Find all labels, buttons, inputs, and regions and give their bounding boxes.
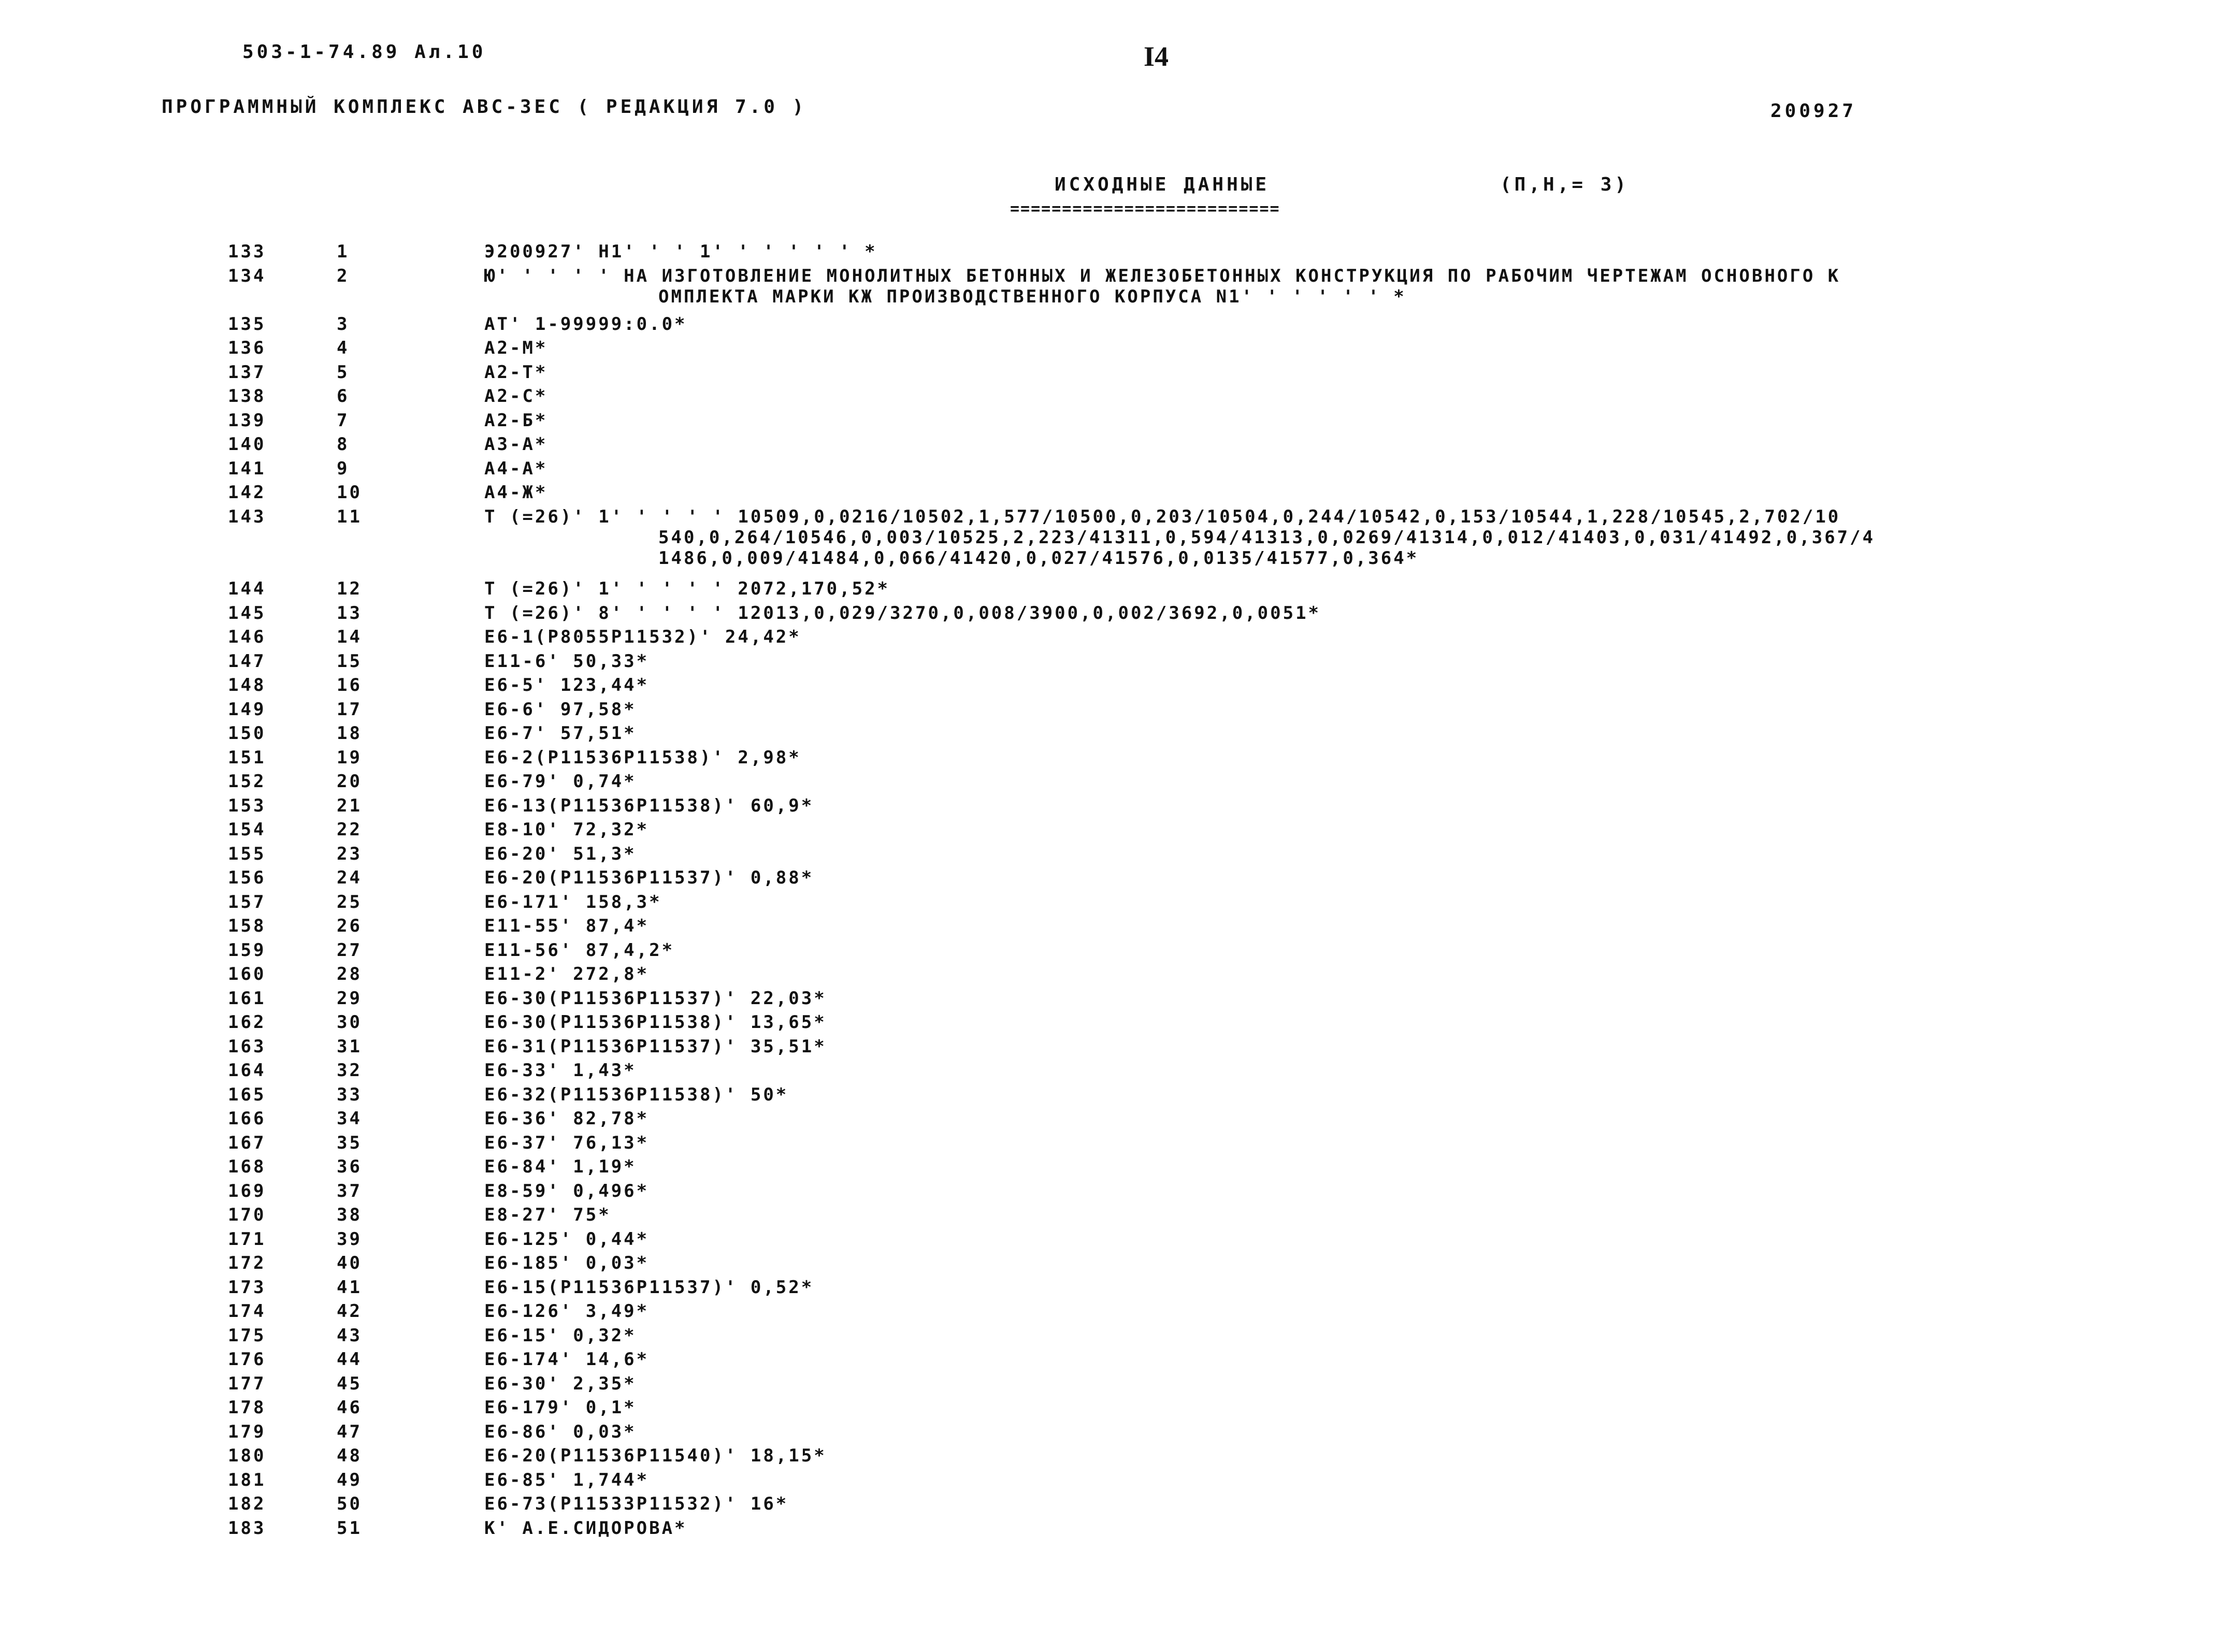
record-number: 7 [337,410,350,431]
record-text [484,1205,2080,1225]
record-text-main: Е6-5' 123,44* [484,675,650,695]
record-number: 9 [337,458,350,479]
record-text-main: Е6-33' 1,43* [484,1060,637,1081]
line-number: 152 [228,771,266,792]
record-text-main: Е6-171' 158,3* [484,891,662,912]
record-number: 50 [337,1494,362,1514]
line-number: 159 [228,939,266,961]
listing-row [0,338,2233,362]
line-number: 158 [228,916,266,936]
program-id: 200927 [1770,100,1857,122]
record-text [484,1277,2080,1298]
record-number: 32 [337,1060,362,1081]
record-text [484,940,2080,961]
record-number: 1 [337,241,350,262]
listing-row [0,964,2233,988]
line-number: 155 [228,843,266,864]
line-number: 176 [228,1349,266,1370]
record-text [484,651,2080,672]
line-number: 143 [228,506,266,527]
record-text-main: Е6-84' 1,19* [484,1156,637,1177]
line-number: 180 [228,1445,266,1466]
record-number: 40 [337,1253,362,1273]
record-text-main: К' А.Е.СИДОРОВА* [484,1517,687,1539]
record-text [484,386,2080,407]
record-text-main: А2-С* [484,386,548,407]
record-number: 10 [337,482,362,503]
line-number: 167 [228,1132,266,1153]
record-text-main: АТ' 1-99999:0.0* [484,313,687,335]
record-number: 44 [337,1349,362,1370]
listing-row [0,675,2233,699]
data-listing [0,241,2233,1542]
record-text-main: Т (=26)' 1' ' ' ' ' 2072,170,52* [484,578,890,599]
record-text-main: Е6-79' 0,74* [484,771,637,792]
record-number: 45 [337,1373,362,1394]
listing-row [0,362,2233,386]
line-number: 177 [228,1373,266,1394]
record-text-main: Е6-32(Р11536Р11538)' 50* [484,1084,789,1105]
record-text [484,892,2080,912]
listing-row [0,844,2233,868]
line-number: 154 [228,819,266,840]
listing-row [0,1397,2233,1422]
record-text-continuation: 1486,0,009/41484,0,066/41420,0,027/41576,0,0135/41577,0,364* [658,547,1419,569]
record-number: 34 [337,1108,362,1129]
record-text-main: А2-Т* [484,361,548,383]
listing-row [0,458,2233,483]
line-number: 136 [228,338,266,358]
record-text-main: Е6-86' 0,03* [484,1421,637,1442]
record-text-main: Т (=26)' 8' ' ' ' ' 12013,0,029/3270,0,008/3900,0,002/3692,0,0051* [484,602,1321,624]
listing-row [0,1060,2233,1084]
line-number: 156 [228,867,266,888]
record-number: 26 [337,916,362,936]
listing-row [0,1349,2233,1373]
record-text [484,1036,2080,1057]
record-number: 25 [337,891,362,912]
record-text [484,1156,2080,1177]
record-text [484,819,2080,840]
record-text-continuation: ОМПЛЕКТА МАРКИ КЖ ПРОИЗВОДСТВЕННОГО КОРПУСА N1' ' ' ' ' ' * [658,286,1406,307]
record-text [484,1301,2080,1322]
record-text [484,867,2080,888]
record-text-main: А4-Ж* [484,482,548,503]
record-number: 46 [337,1397,362,1418]
listing-row [0,1036,2233,1061]
record-text [484,578,2080,599]
listing-row [0,723,2233,747]
line-number: 172 [228,1253,266,1273]
record-text-main: Е6-174' 14,6* [484,1349,650,1370]
record-text [484,1494,2080,1514]
listing-row [0,266,2233,314]
record-number: 30 [337,1012,362,1033]
record-text [484,723,2080,744]
record-text [484,1470,2080,1490]
listing-row [0,747,2233,772]
record-text [484,362,2080,383]
record-number: 2 [337,265,350,286]
line-number: 174 [228,1301,266,1322]
line-number: 151 [228,747,266,768]
record-number: 5 [337,361,350,383]
record-text-main: Ю' ' ' ' ' НА ИЗГОТОВЛЕНИЕ МОНОЛИТНЫХ БЕТОННЫХ И ЖЕЛЕЗОБЕТОННЫХ КОНСТРУКЦИЯ ПО РАБОЧИМ ЧЕРТЕЖАМ ОСНОВНОГО К [484,265,1841,286]
record-text-main: Е6-185' 0,03* [484,1253,650,1273]
record-number: 6 [337,386,350,407]
line-number: 137 [228,361,266,383]
record-text-main: Е8-59' 0,496* [484,1180,650,1201]
page-number: I4 [1144,41,1169,72]
listing-row [0,1181,2233,1205]
section-title: ИСХОДНЫЕ ДАННЫЕ [1055,174,1270,195]
line-number: 134 [228,265,266,286]
record-text-main: Е6-6' 97,58* [484,699,637,720]
line-number: 166 [228,1108,266,1129]
line-number: 140 [228,434,266,455]
record-text [484,916,2080,936]
listing-row [0,819,2233,844]
line-number: 171 [228,1228,266,1250]
record-number: 49 [337,1469,362,1490]
record-number: 8 [337,434,350,455]
line-number: 163 [228,1036,266,1057]
listing-row [0,1301,2233,1325]
line-number: 173 [228,1277,266,1298]
listing-row [0,1518,2233,1542]
listing-row [0,1277,2233,1301]
listing-row [0,603,2233,627]
listing-row [0,1084,2233,1109]
record-number: 42 [337,1301,362,1322]
record-text-main: Е6-20(Р11536Р11537)' 0,88* [484,867,814,888]
listing-row [0,1422,2233,1446]
record-number: 51 [337,1517,362,1539]
record-text [484,1518,2080,1539]
record-number: 13 [337,602,362,624]
line-number: 182 [228,1494,266,1514]
record-text-main: Е6-30' 2,35* [484,1373,637,1394]
line-number: 164 [228,1060,266,1081]
record-number: 18 [337,723,362,744]
line-number: 179 [228,1421,266,1442]
record-text [484,1060,2080,1081]
record-number: 4 [337,338,350,358]
record-text-main: Е11-56' 87,4,2* [484,939,675,961]
listing-row [0,482,2233,506]
listing-row [0,1229,2233,1253]
line-number: 141 [228,458,266,479]
record-number: 14 [337,627,362,647]
record-text [484,771,2080,792]
record-text [484,266,2080,307]
record-text-main: Е6-126' 3,49* [484,1301,650,1322]
record-text [484,241,2080,262]
record-number: 31 [337,1036,362,1057]
record-text [484,1133,2080,1153]
record-text-main: Т (=26)' 1' ' ' ' ' 10509,0,0216/10502,1,577/10500,0,203/10504,0,244/10542,0,153/10544,1,228/10545,2,702/10 [484,506,1841,527]
record-text [484,314,2080,335]
listing-row [0,771,2233,795]
record-text-main: Е6-15(Р11536Р11537)' 0,52* [484,1277,814,1298]
listing-row [0,940,2233,964]
line-number: 148 [228,675,266,695]
record-text [484,795,2080,816]
section-title-underline: ========================== [1010,200,1280,218]
record-text [484,1012,2080,1033]
record-number: 43 [337,1325,362,1346]
line-number: 139 [228,410,266,431]
record-text-main: Е6-85' 1,744* [484,1469,650,1490]
listing-row [0,1108,2233,1133]
record-text [484,338,2080,358]
listing-row [0,795,2233,820]
record-text [484,458,2080,479]
record-number: 47 [337,1421,362,1442]
record-text-main: Е6-30(Р11536Р11537)' 22,03* [484,988,827,1009]
record-number: 12 [337,578,362,599]
record-number: 16 [337,675,362,695]
listing-row [0,1253,2233,1277]
record-text-main: Е8-27' 75* [484,1205,611,1225]
line-number: 138 [228,386,266,407]
record-number: 21 [337,795,362,816]
listing-row [0,1325,2233,1350]
record-number: 22 [337,819,362,840]
record-number: 41 [337,1277,362,1298]
record-number: 3 [337,313,350,335]
record-text-continuation: 540,0,264/10546,0,003/10525,2,223/41311,0,594/41313,0,0269/41314,0,012/41403,0,031/41492,0,367/4 [658,527,1876,548]
listing-row [0,1205,2233,1229]
record-text-main: Е11-6' 50,33* [484,650,650,672]
line-number: 146 [228,627,266,647]
record-text [484,1253,2080,1273]
record-text-main: Е6-179' 0,1* [484,1397,637,1418]
record-text-main: Е6-73(Р11533Р11532)' 16* [484,1494,789,1514]
record-text [484,988,2080,1009]
record-text-main: Е6-7' 57,51* [484,723,637,744]
listing-row [0,314,2233,338]
line-number: 135 [228,313,266,335]
listing-row [0,1012,2233,1036]
record-text-main: Е6-1(Р8055Р11532)' 24,42* [484,627,801,647]
listing-row [0,892,2233,916]
line-number: 157 [228,891,266,912]
record-text [484,1084,2080,1105]
record-text [484,747,2080,768]
record-number: 33 [337,1084,362,1105]
line-number: 181 [228,1469,266,1490]
record-text [484,434,2080,455]
record-number: 15 [337,650,362,672]
line-number: 150 [228,723,266,744]
listing-row [0,386,2233,410]
record-text-main: Е6-37' 76,13* [484,1132,650,1153]
record-number: 35 [337,1132,362,1153]
record-text-main: Е6-31(Р11536Р11537)' 35,51* [484,1036,827,1057]
line-number: 149 [228,699,266,720]
record-number: 38 [337,1205,362,1225]
record-text [484,1229,2080,1250]
record-number: 28 [337,964,362,984]
record-number: 17 [337,699,362,720]
record-text-main: Е8-10' 72,32* [484,819,650,840]
listing-row [0,916,2233,940]
listing-row [0,1373,2233,1398]
line-number: 178 [228,1397,266,1418]
line-number: 168 [228,1156,266,1177]
line-number: 162 [228,1012,266,1033]
record-number: 37 [337,1180,362,1201]
line-number: 169 [228,1180,266,1201]
doc-code: 503-1-74.89 Ал.10 [242,41,486,63]
record-number: 29 [337,988,362,1009]
listing-row [0,699,2233,723]
record-text [484,506,2080,569]
line-number: 175 [228,1325,266,1346]
listing-row [0,1133,2233,1157]
record-text [484,1422,2080,1442]
line-number: 160 [228,964,266,984]
record-text [484,1181,2080,1201]
record-text-main: Е6-20' 51,3* [484,843,637,864]
record-number: 27 [337,939,362,961]
line-number: 145 [228,602,266,624]
record-text-main: Е6-36' 82,78* [484,1108,650,1129]
listing-row [0,1445,2233,1470]
record-number: 23 [337,843,362,864]
record-text-main: А2-М* [484,338,548,358]
record-number: 19 [337,747,362,768]
record-number: 36 [337,1156,362,1177]
section-param: (П,Н,= 3) [1500,174,1630,195]
record-text-main: Е6-125' 0,44* [484,1228,650,1250]
listing-row [0,506,2233,579]
line-number: 142 [228,482,266,503]
record-text [484,1108,2080,1129]
record-text-main: Э200927' Н1' ' ' 1' ' ' ' ' ' * [484,241,877,262]
record-text-main: Е6-2(Р11536Р11538)' 2,98* [484,747,801,768]
record-number: 20 [337,771,362,792]
line-number: 170 [228,1205,266,1225]
program-name: ПРОГРАММНЫЙ КОМПЛЕКС АВС-3ЕС ( РЕДАКЦИЯ 7.0 ) [162,96,807,118]
record-number: 39 [337,1228,362,1250]
record-text [484,1397,2080,1418]
record-text-main: Е6-20(Р11536Р11540)' 18,15* [484,1445,827,1466]
record-text [484,1349,2080,1370]
record-text [484,627,2080,647]
record-number: 11 [337,506,362,527]
record-text [484,964,2080,984]
listing-row [0,1494,2233,1518]
record-text-main: Е11-55' 87,4* [484,916,650,936]
listing-row [0,578,2233,603]
record-text-main: Е6-13(Р11536Р11538)' 60,9* [484,795,814,816]
record-number: 48 [337,1445,362,1466]
record-text [484,1325,2080,1346]
record-text [484,482,2080,503]
record-text-main: Е6-30(Р11536Р11538)' 13,65* [484,1012,827,1033]
listing-row [0,1156,2233,1181]
record-text-main: А3-А* [484,434,548,455]
listing-row [0,434,2233,458]
listing-row [0,867,2233,892]
record-text [484,1445,2080,1466]
listing-row [0,1470,2233,1494]
line-number: 144 [228,578,266,599]
line-number: 133 [228,241,266,262]
record-text [484,699,2080,720]
line-number: 161 [228,988,266,1009]
record-text-main: А4-А* [484,458,548,479]
record-number: 24 [337,867,362,888]
record-text [484,1373,2080,1394]
listing-row [0,410,2233,434]
line-number: 153 [228,795,266,816]
record-text [484,844,2080,864]
record-text [484,675,2080,695]
record-text-main: Е6-15' 0,32* [484,1325,637,1346]
record-text-main: А2-Б* [484,410,548,431]
line-number: 183 [228,1517,266,1539]
line-number: 165 [228,1084,266,1105]
line-number: 147 [228,650,266,672]
listing-row [0,627,2233,651]
listing-row [0,241,2233,266]
record-text-main: Е11-2' 272,8* [484,964,650,984]
listing-row [0,988,2233,1012]
record-text [484,603,2080,624]
record-text [484,410,2080,431]
listing-row [0,651,2233,675]
